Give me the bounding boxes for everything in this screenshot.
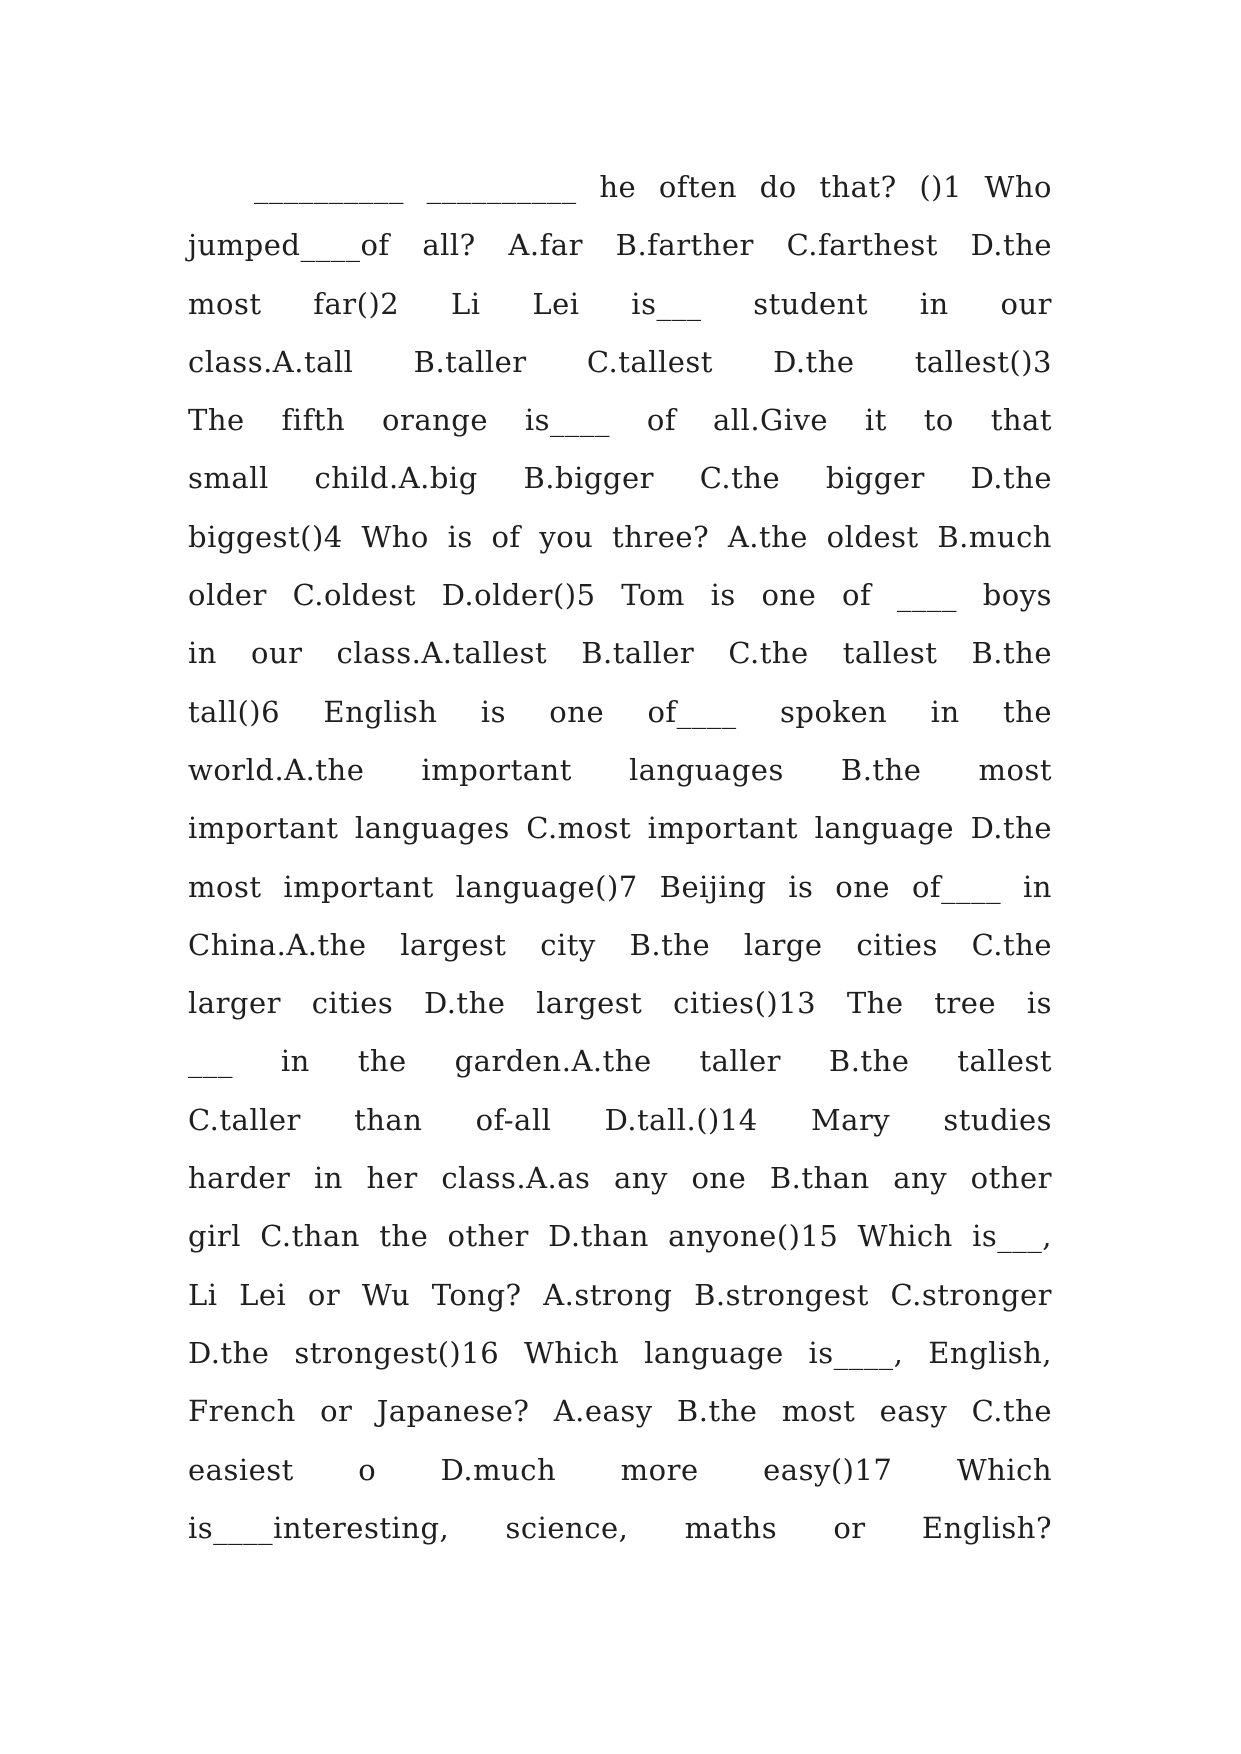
- text-line-18: harder in her class.A.as any one B.than any other: [188, 1161, 1052, 1196]
- text-line-7: biggest()4 Who is of you three? A.the oldest B.much: [188, 519, 1052, 554]
- text-line-9: in our class.A.tallest B.taller C.the tallest B.the: [188, 636, 1052, 671]
- text-line-24: is____interesting, science, maths or English?: [188, 1510, 1052, 1545]
- text-line-19: girl C.than the other D.than anyone()15 Which is___,: [188, 1219, 1052, 1254]
- text-line-3: most far()2 Li Lei is___ student in our: [188, 286, 1052, 321]
- text-line-16: ___ in the garden.A.the taller B.the tallest: [188, 1044, 1052, 1079]
- text-line-13: most important language()7 Beijing is one of____ in: [188, 869, 1052, 904]
- text-line-1: __________ __________ he often do that? ()1 Who: [254, 170, 1052, 204]
- text-line-4: class.A.tall B.taller C.tallest D.the tallest()3: [188, 344, 1052, 379]
- text-line-23: easiest o D.much more easy()17 Which: [188, 1452, 1052, 1487]
- text-line-8: older C.oldest D.older()5 Tom is one of ____ boys: [188, 578, 1052, 613]
- text-line-12: important languages C.most important language D.the: [188, 811, 1052, 846]
- text-line-2: jumped____of all? A.far B.farther C.farthest D.the: [188, 228, 1052, 263]
- text-line-14: China.A.the largest city B.the large cities C.the: [188, 927, 1052, 962]
- text-line-10: tall()6 English is one of____ spoken in the: [188, 694, 1052, 729]
- text-line-6: small child.A.big B.bigger C.the bigger D.the: [188, 461, 1052, 496]
- text-line-20: Li Lei or Wu Tong? A.strong B.strongest C.stronger: [188, 1277, 1052, 1312]
- text-line-22: French or Japanese? A.easy B.the most easy C.the: [188, 1394, 1052, 1429]
- text-line-15: larger cities D.the largest cities()13 The tree is: [188, 986, 1052, 1021]
- text-line-11: world.A.the important languages B.the most: [188, 752, 1052, 787]
- document-text: [188, 158, 1052, 1557]
- text-line-17: C.taller than of-all D.tall.()14 Mary studies: [188, 1102, 1052, 1137]
- text-line-21: D.the strongest()16 Which language is____, English,: [188, 1335, 1052, 1370]
- text-line-5: The fifth orange is____ of all.Give it to that: [188, 403, 1052, 438]
